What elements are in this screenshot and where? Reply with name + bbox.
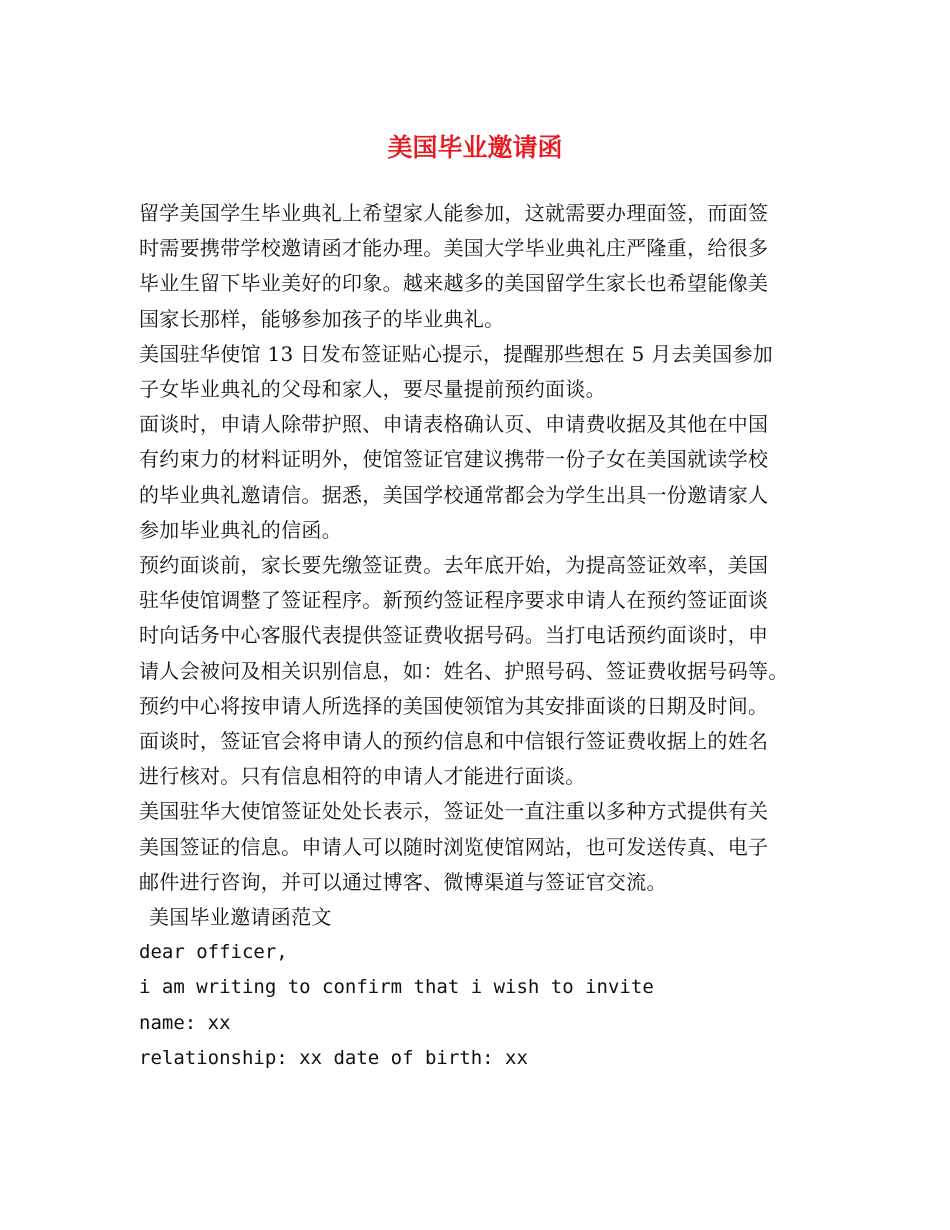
- body-line: 面谈时，申请人除带护照、申请表格确认页、申请费收据及其他在中国: [139, 412, 769, 437]
- document-body: [139, 196, 819, 1076]
- body-line: 国家长那样，能够参加孩子的毕业典礼。: [139, 306, 505, 331]
- body-line: 预约面谈前，家长要先缴签证费。去年底开始，为提高签证效率，美国: [139, 553, 769, 578]
- body-line: 留学美国学生毕业典礼上希望家人能参加，这就需要办理面签，而面签: [139, 201, 769, 225]
- body-line: 美国签证的信息。申请人可以随时浏览使馆网站，也可发送传真、电子: [139, 834, 769, 859]
- body-line: 子女毕业典礼的父母和家人，要尽量提前预约面谈。: [139, 377, 606, 402]
- body-line: 美国驻华大使馆签证处处长表示，签证处一直注重以多种方式提供有关: [139, 799, 769, 824]
- sample-line: relationship: xx date of birth: xx: [139, 1046, 528, 1069]
- body-line: 预约中心将按申请人所选择的美国使领馆为其安排面谈的日期及时间。: [139, 693, 769, 718]
- document-title: 美国毕业邀请函: [387, 133, 563, 162]
- body-line: 面谈时，签证官会将申请人的预约信息和中信银行签证费收据上的姓名: [139, 729, 769, 754]
- body-line: 的毕业典礼邀请信。据悉，美国学校通常都会为学生出具一份邀请家人: [139, 482, 769, 507]
- body-line: 时向话务中心客服代表提供签证费收据号码。当打电话预约面谈时，申: [139, 623, 769, 648]
- body-line: 驻华使馆调整了签证程序。新预约签证程序要求申请人在预约签证面谈: [139, 588, 769, 613]
- sample-line: dear officer,: [139, 941, 288, 964]
- body-line: 参加毕业典礼的信函。: [139, 517, 342, 542]
- body-line: 美国驻华使馆 13 日发布签证贴心提示，提醒那些想在 5 月去美国参加: [139, 341, 774, 366]
- sample-heading: 美国毕业邀请函范文: [149, 905, 332, 930]
- sample-line: name: xx: [139, 1011, 231, 1034]
- body-line: 有约束力的材料证明外，使馆签证官建议携带一份子女在美国就读学校: [139, 447, 769, 472]
- body-line: 毕业生留下毕业美好的印象。越来越多的美国留学生家长也希望能像美: [139, 271, 769, 296]
- body-line: 进行核对。只有信息相符的申请人才能进行面谈。: [139, 764, 586, 789]
- body-line: 时需要携带学校邀请函才能办理。美国大学毕业典礼庄严隆重，给很多: [139, 236, 769, 261]
- sample-line: i am writing to confirm that i wish to invite: [139, 976, 654, 999]
- body-line: 请人会被问及相关识别信息，如：姓名、护照号码、签证费收据号码等。: [139, 658, 789, 683]
- body-line: 邮件进行咨询，并可以通过博客、微博渠道与签证官交流。: [139, 869, 667, 894]
